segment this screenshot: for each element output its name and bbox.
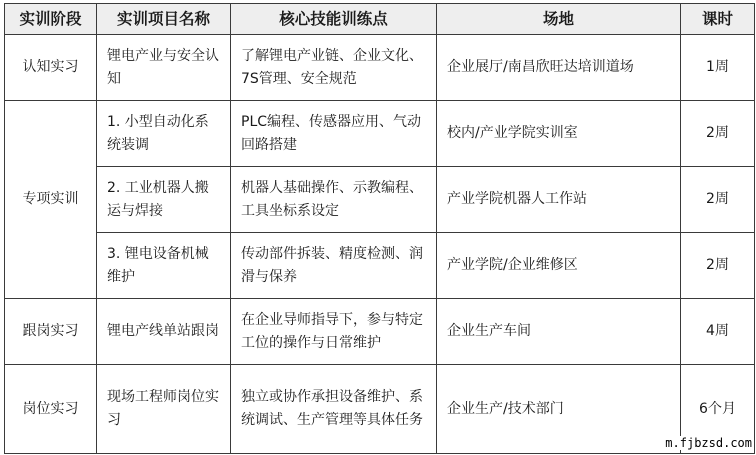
skills-cell: 了解锂电产业链、企业文化、7S管理、安全规范: [231, 35, 437, 101]
project-name-cell: 现场工程师岗位实习: [97, 365, 231, 454]
stage-cell: 认知实习: [5, 35, 97, 101]
table-row: [5, 233, 755, 299]
hours-cell: 1周: [681, 35, 755, 101]
venue-cell: 企业生产/技术部门: [437, 365, 681, 454]
hours-cell: 4周: [681, 299, 755, 365]
table-row: [5, 35, 755, 101]
header-core-skills: 核心技能训练点: [231, 4, 437, 35]
venue-cell: 产业学院/企业维修区: [437, 233, 681, 299]
venue-cell: 企业展厅/南昌欣旺达培训道场: [437, 35, 681, 101]
skills-cell: PLC编程、传感器应用、气动回路搭建: [231, 101, 437, 167]
stage-cell: 专项实训: [5, 101, 97, 299]
hours-cell: 6个月: [681, 365, 755, 454]
stage-cell: 岗位实习: [5, 365, 97, 454]
hours-cell: 2周: [681, 233, 755, 299]
table-header-row: [5, 4, 755, 35]
venue-cell: 企业生产车间: [437, 299, 681, 365]
training-plan-table: [4, 3, 755, 454]
venue-cell: 产业学院机器人工作站: [437, 167, 681, 233]
table-row: [5, 167, 755, 233]
project-name-cell: 锂电产业与安全认知: [97, 35, 231, 101]
skills-cell: 传动部件拆装、精度检测、润滑与保养: [231, 233, 437, 299]
skills-cell: 独立或协作承担设备维护、系统调试、生产管理等具体任务: [231, 365, 437, 454]
hours-cell: 2周: [681, 101, 755, 167]
header-stage: 实训阶段: [5, 4, 97, 35]
venue-cell: 校内/产业学院实训室: [437, 101, 681, 167]
header-venue: 场地: [437, 4, 681, 35]
table-row: [5, 299, 755, 365]
table-row: [5, 101, 755, 167]
project-name-cell: 1. 小型自动化系统装调: [97, 101, 231, 167]
header-hours: 课时: [681, 4, 755, 35]
skills-cell: 在企业导师指导下，参与特定工位的操作与日常维护: [231, 299, 437, 365]
hours-cell: 2周: [681, 167, 755, 233]
skills-cell: 机器人基础操作、示教编程、工具坐标系设定: [231, 167, 437, 233]
stage-cell: 跟岗实习: [5, 299, 97, 365]
project-name-cell: 锂电产线单站跟岗: [97, 299, 231, 365]
site-watermark: m.fjbzsd.com: [665, 436, 752, 450]
header-project-name: 实训项目名称: [97, 4, 231, 35]
table-row: [5, 365, 755, 454]
project-name-cell: 2. 工业机器人搬运与焊接: [97, 167, 231, 233]
project-name-cell: 3. 锂电设备机械维护: [97, 233, 231, 299]
